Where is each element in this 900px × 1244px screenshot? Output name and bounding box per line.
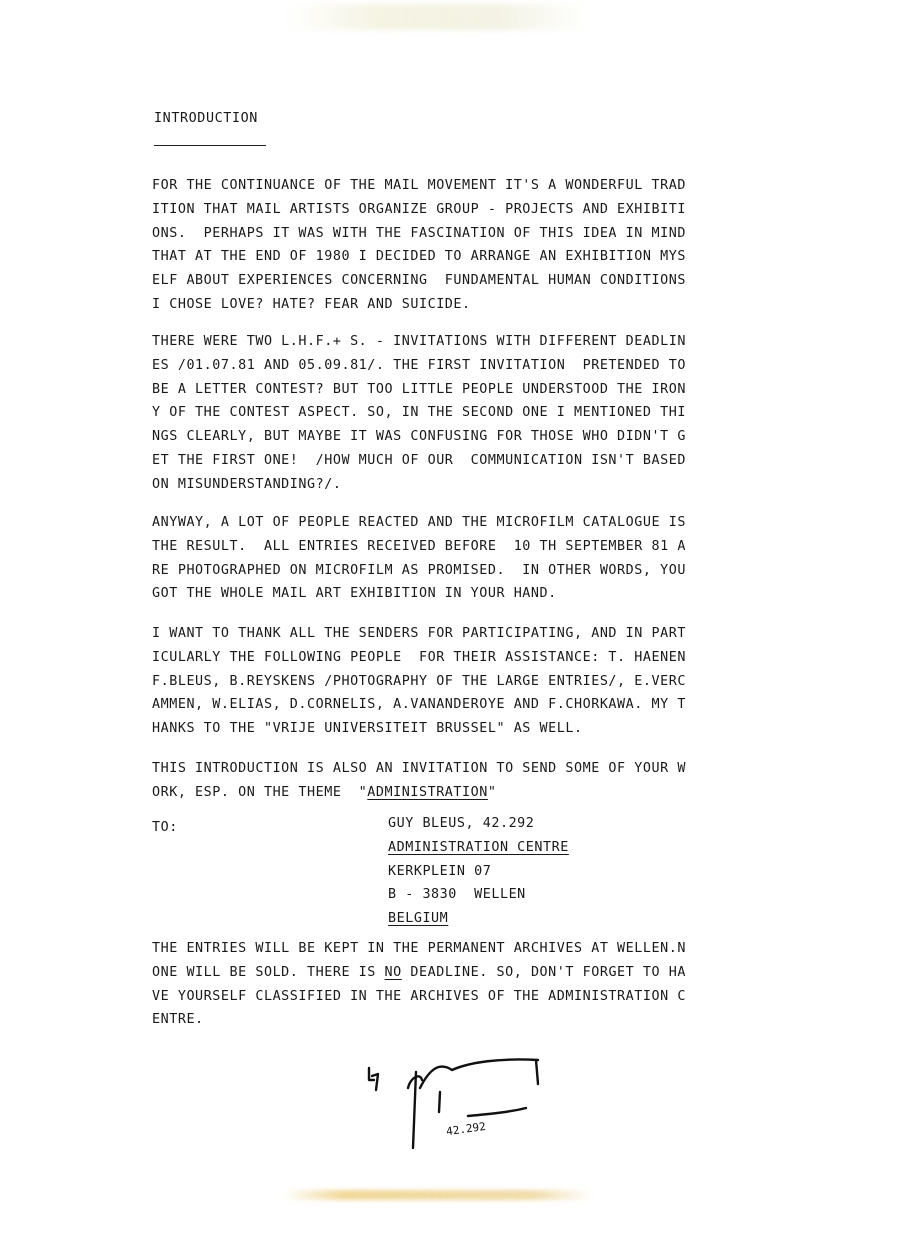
text-line: THERE WERE TWO L.H.F.+ S. - INVITATIONS WITH DIFFERENT DEADLIN [152, 334, 686, 349]
address-centre: ADMINISTRATION CENTRE [388, 839, 569, 855]
text-line [152, 781, 752, 805]
document-title: INTRODUCTION [154, 111, 258, 126]
closing-quote: " [487, 784, 497, 800]
address-city: B - 3830 WELLEN [388, 887, 526, 903]
bleed-through-mark-top [285, 4, 590, 30]
text-line: THE ENTRIES WILL BE KEPT IN THE PERMANENT ARCHIVES AT WELLEN.N [152, 941, 686, 956]
text-line: THE RESULT. ALL ENTRIES RECEIVED BEFORE 10 TH SEPTEMBER 81 A [152, 538, 686, 554]
text-line: I WANT TO THANK ALL THE SENDERS FOR PARTICIPATING, AND IN PART [152, 626, 686, 641]
paragraph-4 [152, 622, 752, 741]
to-label: TO: [152, 820, 178, 835]
text-line: ITION THAT MAIL ARTISTS ORGANIZE GROUP - PROJECTS AND EXHIBITI [152, 201, 686, 217]
address-country: BELGIUM [388, 911, 449, 927]
text-line [152, 961, 752, 985]
invitation-text: ORK, ESP. ON THE THEME " [152, 784, 368, 800]
text-line: I CHOSE LOVE? HATE? FEAR AND SUICIDE. [152, 296, 471, 312]
text-line: BE A LETTER CONTEST? BUT TOO LITTLE PEOPLE UNDERSTOOD THE IRON [152, 381, 686, 397]
text-line: ENTRE. [152, 1012, 204, 1028]
text-line: HANKS TO THE "VRIJE UNIVERSITEIT BRUSSEL" AS WELL. [152, 721, 583, 737]
bleed-through-mark-bottom [283, 1190, 593, 1200]
text-line: RE PHOTOGRAPHED ON MICROFILM AS PROMISED. IN OTHER WORDS, YOU [152, 562, 686, 578]
title-underline [154, 145, 266, 146]
handwritten-signature [360, 1050, 560, 1155]
text-line: ET THE FIRST ONE! /HOW MUCH OF OUR COMMUNICATION ISN'T BASED [152, 452, 686, 468]
text-line: ES /01.07.81 AND 05.09.81/. THE FIRST INVITATION PRETENDED TO [152, 357, 686, 373]
text-line: VE YOURSELF CLASSIFIED IN THE ARCHIVES OF THE ADMINISTRATION C [152, 988, 686, 1004]
theme-name: ADMINISTRATION [367, 784, 488, 800]
closing-text: ONE WILL BE SOLD. THERE IS [152, 964, 385, 980]
text-line: ANYWAY, A LOT OF PEOPLE REACTED AND THE MICROFILM CATALOGUE IS [152, 515, 686, 530]
closing-paragraph [152, 937, 752, 1032]
closing-text: DEADLINE. SO, DON'T FORGET TO HA [401, 964, 686, 980]
text-line: ONS. PERHAPS IT WAS WITH THE FASCINATION OF THIS IDEA IN MIND [152, 225, 686, 241]
address-country-line [388, 907, 688, 931]
mailing-address [388, 812, 688, 931]
text-line: THIS INTRODUCTION IS ALSO AN INVITATION TO SEND SOME OF YOUR W [152, 761, 686, 776]
paragraph-2 [152, 330, 752, 497]
text-line: ICULARLY THE FOLLOWING PEOPLE FOR THEIR ASSISTANCE: T. HAENEN [152, 649, 686, 665]
text-line: NGS CLEARLY, BUT MAYBE IT WAS CONFUSING FOR THOSE WHO DIDN'T G [152, 429, 686, 445]
text-line: FOR THE CONTINUANCE OF THE MAIL MOVEMENT IT'S A WONDERFUL TRAD [152, 178, 686, 193]
text-line: ELF ABOUT EXPERIENCES CONCERNING FUNDAMENTAL HUMAN CONDITIONS [152, 273, 686, 289]
text-line: F.BLEUS, B.REYSKENS /PHOTOGRAPHY OF THE LARGE ENTRIES/, E.VERC [152, 673, 686, 689]
paragraph-1 [152, 174, 752, 317]
address-centre-line [388, 836, 688, 860]
signature-number: 42.292 [445, 1119, 487, 1139]
no-emphasis: NO [384, 964, 402, 980]
text-line: THAT AT THE END OF 1980 I DECIDED TO ARRANGE AN EXHIBITION MYS [152, 249, 686, 265]
address-name: GUY BLEUS, 42.292 [388, 816, 535, 831]
address-street: KERKPLEIN 07 [388, 863, 492, 879]
text-line: AMMEN, W.ELIAS, D.CORNELIS, A.VANANDEROYE AND F.CHORKAWA. MY T [152, 697, 686, 713]
text-line: Y OF THE CONTEST ASPECT. SO, IN THE SECOND ONE I MENTIONED THI [152, 405, 686, 421]
text-line: GOT THE WHOLE MAIL ART EXHIBITION IN YOUR HAND. [152, 586, 557, 602]
paragraph-3 [152, 511, 752, 606]
text-line: ON MISUNDERSTANDING?/. [152, 476, 342, 492]
invitation-paragraph [152, 757, 752, 805]
